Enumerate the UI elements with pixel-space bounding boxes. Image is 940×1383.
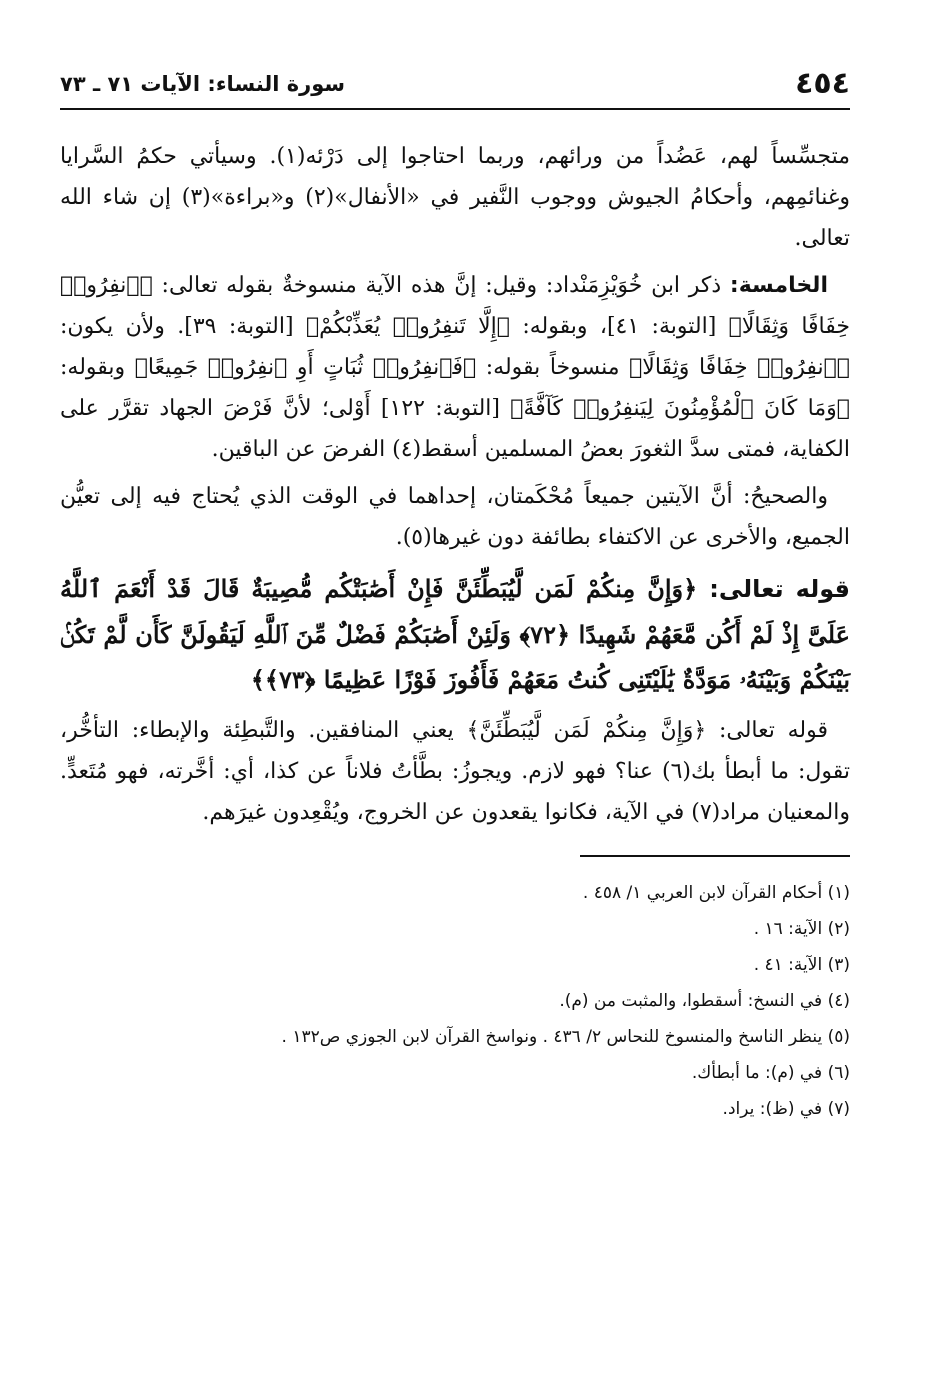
issue-heading: الخامسة: <box>729 273 828 298</box>
footnote-item: (٢) الآية: ١٦ . <box>753 919 850 939</box>
paragraph-text: قوله تعالى: ﴿وَإِنَّ مِنكُمْ لَمَن لَّيُبَطِّئَنَّ﴾ يعني المنافقين. والتَّبطِئة والإبطاء: التأخُّر، تقول: ما أبطأ بك(٦) عنا؟ فهو لازم. ويجوزُ: بطَّأتُ فلاناً عن كذا، أي: أخَّرته، فهو مُتَعدٍّ. والمعنيان مراد(٧) في الآية، فكانوا يقعدون عن الخروج، ويُقْعِدون غيرَهم. <box>60 718 850 825</box>
paragraph-text: والصحيحُ: أنَّ الآيتين جميعاً مُحْكَمتان، إحداهما في الوقت الذي يُحتاج فيه إلى تعيُّن الجميع، والأخرى عن الاكتفاء بطائفة دون غيرها(٥). <box>60 484 850 550</box>
verse-heading: قوله تعالى: <box>709 575 850 603</box>
footnote-item: (٥) ينظر الناسخ والمنسوخ للنحاس ٢/ ٤٣٦ . ونواسخ القرآن لابن الجوزي ص١٣٢ . <box>281 1027 850 1047</box>
paragraph-text: متجسِّساً لهم، عَضُداً من ورائهم، وربما احتاجوا إلى دَرْئه(١). وسيأتي حكمُ السَّرايا وغنائمِهم، وأحكامُ الجيوش ووجوب النَّفير في «الأنفال»(٢) و«براءة»(٣) إن شاء الله تعالى. <box>60 144 850 251</box>
paragraph-1 <box>60 136 850 259</box>
footnote-item: (٤) في النسخ: أسقطوا، والمثبت من (م). <box>559 991 850 1011</box>
footnote-item: (٧) في (ظ): يراد. <box>722 1099 850 1119</box>
footnote-divider <box>580 855 850 857</box>
book-page <box>60 60 850 1350</box>
quran-verse-text: ﴿وَإِنَّ مِنكُمْ لَمَن لَّيُبَطِّئَنَّ فَإِنْ أَصَٰبَتْكُم مُّصِيبَةٌ قَالَ قَدْ أَنْعَمَ ٱللَّهُ عَلَىَّ إِذْ لَمْ أَكُن مَّعَهُمْ شَهِيدًا ﴿٧٢﴾ وَلَئِنْ أَصَٰبَكُمْ فَضْلٌ مِّنَ ٱللَّهِ لَيَقُولَنَّ كَأَن لَّمْ تَكُنۢ بَيْنَكُمْ وَبَيْنَهُۥ مَوَدَّةٌ يَٰلَيْتَنِى كُنتُ مَعَهُمْ فَأَفُوزَ فَوْزًا عَظِيمًا ﴿٧٣﴾﴾ <box>60 574 850 694</box>
footnotes <box>60 875 850 1127</box>
footnote-item: (٦) في (م): ما أبطأك. <box>691 1063 850 1083</box>
footnote-item: (٣) الآية: ٤١ . <box>753 955 850 975</box>
page-number: ٤٥٤ <box>795 66 850 101</box>
verse-paragraph <box>60 566 850 702</box>
paragraph-text: ذكر ابن خُوَيْزِمَنْداد: وقيل: إنَّ هذه الآية منسوخةٌ بقوله تعالى: ﴿ٱنفِرُوا۟ خِفَافًا وَثِقَالًا﴾ [التوبة: ٤١]، وبقوله: ﴿إِلَّا تَنفِرُوا۟ يُعَذِّبْكُمْ﴾ [التوبة: ٣٩]. ولأن يكون: ﴿ٱنفِرُوا۟ خِفَافًا وَثِقَالًا﴾ منسوخاً بقوله: ﴿فَٱنفِرُوا۟ ثُبَاتٍ أَوِ ٱنفِرُوا۟ جَمِيعًا﴾ وبقوله: ﴿وَمَا كَانَ ٱلْمُؤْمِنُونَ لِيَنفِرُوا۟ كَآفَّةً﴾ [التوبة: ١٢٢] أَوْلى؛ لأنَّ فَرْضَ الجهاد تقرَّر على الكفاية، فمتى سدَّ الثغورَ بعضُ المسلمين أسقط(٤) الفرضَ عن الباقين. <box>60 273 850 462</box>
footnote-item: (١) أحكام القرآن لابن العربي ١/ ٤٥٨ . <box>582 883 850 903</box>
paragraph-commentary <box>60 710 850 833</box>
main-text <box>60 136 850 833</box>
running-title: سورة النساء: الآيات ٧١ ـ ٧٣ <box>60 72 346 96</box>
paragraph-fifth-issue <box>60 265 850 470</box>
page-header <box>60 60 850 110</box>
paragraph-correct-view <box>60 476 850 558</box>
